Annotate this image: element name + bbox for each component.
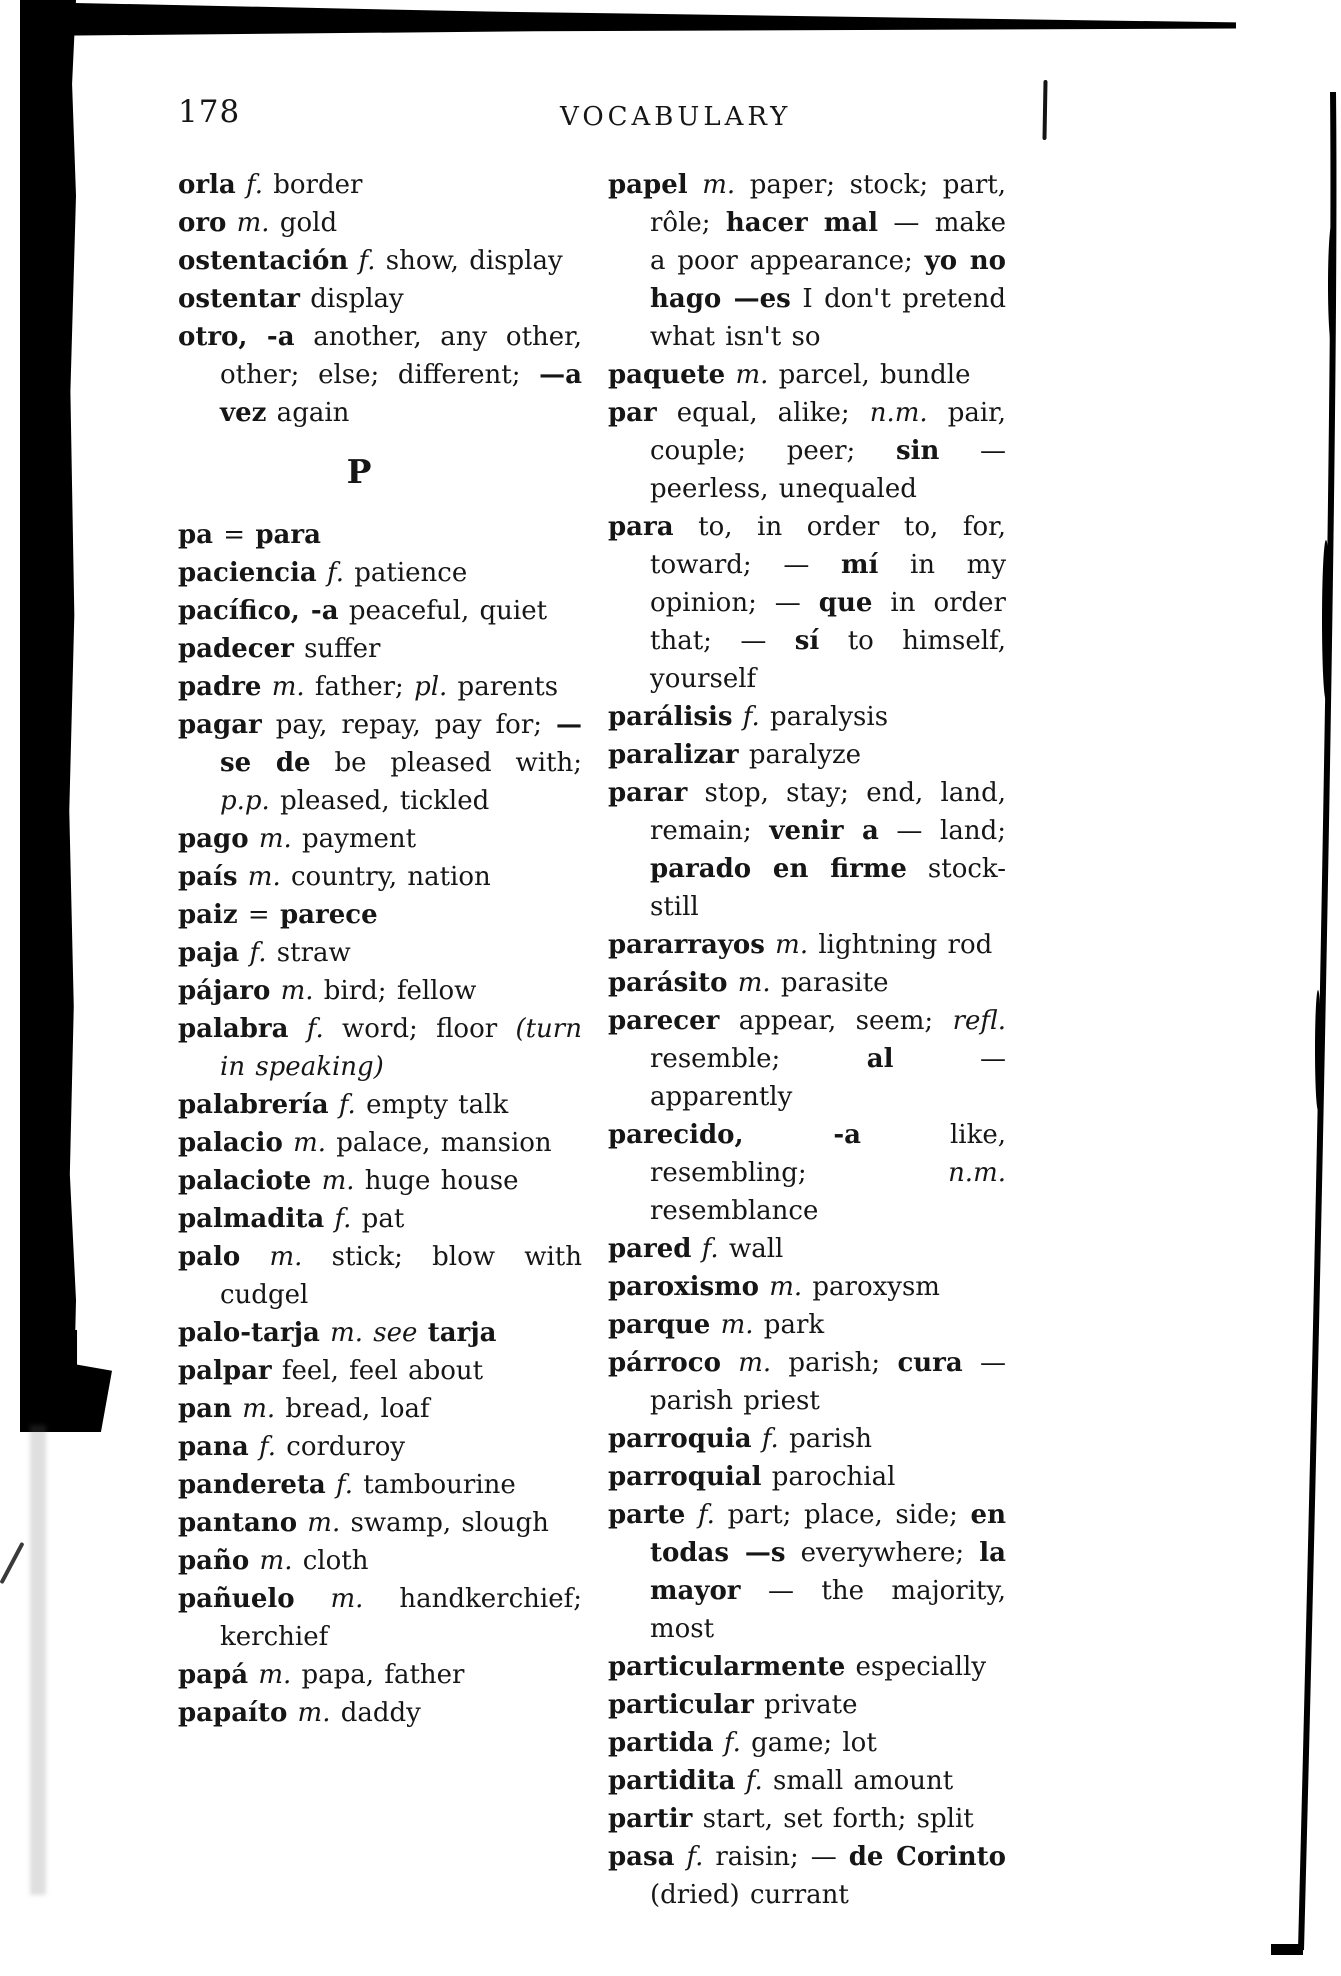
- vocab-entry: paroxismo m. paroxysm: [608, 1272, 940, 1302]
- vocab-entry: parásito m. parasite: [608, 968, 889, 998]
- vocab-entry: pañuelo m. handkerchief; kerchief: [178, 1584, 582, 1652]
- vocab-entry: papel m. paper; stock; part, rôle; hacer mal — make a poor appearance; yo no hago —es I don't pretend what isn't so: [608, 170, 1007, 352]
- vocab-entry: padre m. father; pl. parents: [178, 672, 559, 702]
- vocab-entry: pa = para: [178, 520, 321, 550]
- page-number: 178: [178, 94, 241, 130]
- vocab-entry: para to, in order to, for, toward; — mí in my opinion; — que in order that; — sí to himself, yourself: [608, 512, 1007, 694]
- right-column: [608, 166, 1006, 1914]
- left-column: [178, 166, 582, 1914]
- vocab-entry: palo-tarja m. see tarja: [178, 1318, 497, 1348]
- running-head: VOCABULARY: [560, 102, 792, 132]
- scan-artifact-left-bar-foot: [20, 1330, 112, 1432]
- vocab-entry: pared f. wall: [608, 1234, 784, 1264]
- vocab-entry: papaíto m. daddy: [178, 1698, 421, 1728]
- vocab-entry: paño m. cloth: [178, 1546, 369, 1576]
- vocab-entry: otro, -a another, any other, other; else; different; —a vez again: [178, 322, 582, 428]
- vocab-entry: orla f. border: [178, 170, 363, 200]
- vocab-entry: particular private: [608, 1690, 858, 1720]
- vocab-entry: parálisis f. paralysis: [608, 702, 889, 732]
- vocab-entry: pacífico, -a peaceful, quiet: [178, 596, 548, 626]
- vocab-entry: paja f. straw: [178, 938, 351, 968]
- vocab-entry: pago m. payment: [178, 824, 417, 854]
- vocab-entry: partida f. game; lot: [608, 1728, 877, 1758]
- vocab-entry: parar stop, stay; end, land, remain; venir a — land; parado en firme stock-still: [608, 778, 1007, 922]
- vocab-entry: parecer appear, seem; refl. resemble; al — apparently: [608, 1006, 1006, 1112]
- vocab-entry: pájaro m. bird; fellow: [178, 976, 477, 1006]
- vocab-entry: papá m. papa, father: [178, 1660, 465, 1690]
- scan-artifact-left-bar: [20, 0, 76, 1398]
- vocab-entry: ostentar display: [178, 284, 404, 314]
- vocab-entry: oro m. gold: [178, 208, 338, 238]
- scan-artifact-left-smudge: [30, 1425, 46, 1895]
- vocab-entry: palo m. stick; blow with cudgel: [178, 1242, 582, 1310]
- vocab-entry: país m. country, nation: [178, 862, 491, 892]
- section-heading-P: P: [346, 452, 372, 491]
- scan-artifact-right-edge: [1271, 0, 1341, 1976]
- vocab-entry: pana f. corduroy: [178, 1432, 406, 1462]
- vocab-entry: paquete m. parcel, bundle: [608, 360, 971, 390]
- vocab-entry: palpar feel, feel about: [178, 1356, 484, 1386]
- left-column-entries-top: [178, 166, 582, 432]
- vocab-entry: particularmente especially: [608, 1652, 987, 1682]
- vocab-entry: pandereta f. tambourine: [178, 1470, 516, 1500]
- vocab-entry: párroco m. parish; cura — parish priest: [608, 1348, 1006, 1416]
- vocab-entry: palabrería f. empty talk: [178, 1090, 509, 1120]
- vocab-entry: parecido, -a like, resembling; n.m. resemblance: [608, 1120, 1006, 1226]
- vocab-entry: parque m. park: [608, 1310, 825, 1340]
- vocab-entry: pagar pay, repay, pay for; —se de be pleased with; p.p. pleased, tickled: [178, 710, 582, 816]
- vocab-entry: padecer suffer: [178, 634, 381, 664]
- vocab-entry: partidita f. small amount: [608, 1766, 954, 1796]
- vocab-entry: ostentación f. show, display: [178, 246, 563, 276]
- vocab-entry: paralizar paralyze: [608, 740, 862, 770]
- vocab-entry: partir start, set forth; split: [608, 1804, 974, 1834]
- scan-artifact-head-tick: [1042, 80, 1047, 140]
- scan-artifact-top-bar: [28, 2, 1236, 36]
- vocab-entry: paiz = parece: [178, 900, 378, 930]
- vocab-entry: parroquia f. parish: [608, 1424, 873, 1454]
- vocab-entry: palaciote m. huge house: [178, 1166, 519, 1196]
- vocab-entry: palmadita f. pat: [178, 1204, 405, 1234]
- vocab-entry: pasa f. raisin; — de Corinto (dried) currant: [608, 1842, 1007, 1910]
- vocab-entry: pan m. bread, loaf: [178, 1394, 430, 1424]
- vocabulary-columns: [178, 166, 1006, 1914]
- vocab-entry: pararrayos m. lightning rod: [608, 930, 993, 960]
- vocab-entry: parte f. part; place, side; en todas —s everywhere; la mayor — the majority, most: [608, 1500, 1006, 1644]
- vocab-entry: pantano m. swamp, slough: [178, 1508, 549, 1538]
- left-column-entries-bottom: [178, 516, 582, 1732]
- vocab-entry: palabra f. word; floor (turn in speaking): [178, 1014, 582, 1082]
- vocab-entry: palacio m. palace, mansion: [178, 1128, 552, 1158]
- scan-artifact-left-slash: [0, 1542, 25, 1584]
- vocab-entry: paciencia f. patience: [178, 558, 468, 588]
- vocab-entry: par equal, alike; n.m. pair, couple; peer; sin — peerless, unequaled: [608, 398, 1007, 504]
- vocab-entry: parroquial parochial: [608, 1462, 896, 1492]
